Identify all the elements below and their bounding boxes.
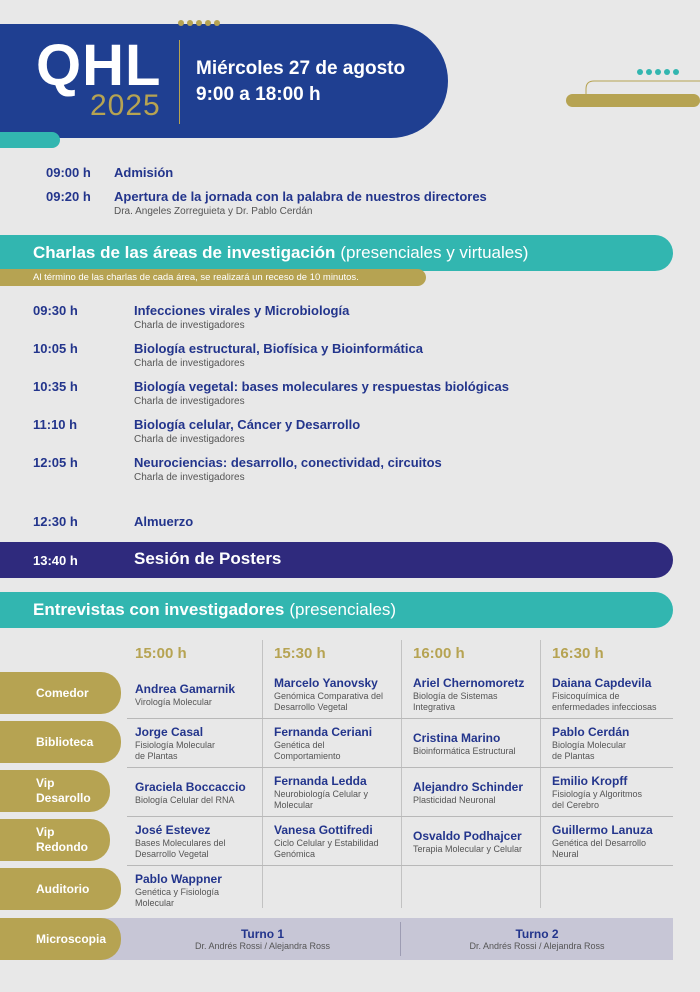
- researcher-name: Cristina Marino: [413, 731, 501, 745]
- interview-cell: [552, 725, 684, 762]
- agenda-title: Biología vegetal: bases moleculares y respuestas biológicas: [134, 379, 509, 394]
- slot-time: 15:30 h: [274, 645, 326, 662]
- agenda-time: 12:05 h: [33, 455, 78, 470]
- turno-title: Turno 1: [240, 927, 285, 941]
- researcher-name: Vanesa Gottifredi: [274, 823, 373, 837]
- interview-cell: [552, 774, 684, 811]
- research-area: Fisiología Molecular de Plantas: [135, 740, 216, 761]
- room-label: Microscopia: [0, 918, 121, 960]
- researcher-name: Daiana Capdevila: [552, 676, 652, 690]
- agenda-subtitle: Charla de investigadores: [134, 320, 245, 331]
- agenda-time: 10:35 h: [33, 379, 78, 394]
- research-area: Ciclo Celular y Estabilidad Genómica: [274, 838, 379, 859]
- agenda-subtitle: Charla de investigadores: [134, 472, 245, 483]
- interview-cell: [274, 823, 406, 860]
- research-area: Fisicoquímica de enfermedades infecciosas: [552, 691, 657, 712]
- row-divider: [127, 767, 673, 768]
- interview-cell: [552, 823, 684, 860]
- interview-cell: [135, 725, 267, 762]
- decorative-dots: [637, 69, 679, 75]
- agenda-title: Almuerzo: [134, 514, 194, 529]
- turno-staff: Dr. Andrés Rossi / Alejandra Ross: [469, 941, 605, 951]
- agenda-time: 10:05 h: [33, 341, 78, 356]
- section-note: Al término de las charlas de cada área, se realizará un receso de 10 minutos.: [0, 269, 426, 286]
- event-year: 2025: [90, 89, 161, 122]
- row-divider: [127, 816, 673, 817]
- research-area: Plasticidad Neuronal: [413, 795, 496, 805]
- interview-cell: [274, 676, 406, 713]
- section-posters: [0, 542, 673, 578]
- section-title: Charlas de las áreas de investigación: [33, 243, 336, 262]
- room-label: Comedor: [0, 672, 121, 714]
- posters-time: 13:40 h: [33, 553, 78, 568]
- research-area: Bases Moleculares del Desarrollo Vegetal: [135, 838, 226, 859]
- agenda-title: Apertura de la jornada con la palabra de nuestros directores: [114, 189, 487, 204]
- agenda-time: 11:10 h: [33, 417, 78, 432]
- agenda-title: Neurociencias: desarrollo, conectividad, circuitos: [134, 455, 442, 470]
- agenda-time: 09:30 h: [33, 303, 78, 318]
- agenda-title: Biología estructural, Biofísica y Bioinformática: [134, 341, 423, 356]
- agenda-time: 12:30 h: [33, 514, 78, 529]
- researcher-name: José Estevez: [135, 823, 211, 837]
- agenda-title: Biología celular, Cáncer y Desarrollo: [134, 417, 361, 432]
- researcher-name: Graciela Boccaccio: [135, 780, 246, 794]
- researcher-name: Ariel Chernomoretz: [413, 676, 525, 690]
- posters-title: Sesión de Posters: [134, 549, 282, 568]
- interview-cell: [413, 731, 545, 757]
- researcher-name: Alejandro Schinder: [413, 780, 524, 794]
- section-qualifier: (presenciales): [289, 600, 397, 619]
- researcher-name: Marcelo Yanovsky: [274, 676, 378, 690]
- header-divider: [179, 40, 180, 124]
- researcher-name: Guillermo Lanuza: [552, 823, 653, 837]
- row-divider: [127, 865, 673, 866]
- interview-cell: [274, 725, 406, 762]
- researcher-name: Emilio Kropff: [552, 774, 628, 788]
- research-area: Terapia Molecular y Celular: [413, 844, 523, 854]
- research-area: Biología Celular del RNA: [135, 795, 235, 805]
- slot-time: 16:30 h: [552, 645, 604, 662]
- research-area: Genética y Fisiología Molecular: [135, 887, 220, 908]
- room-label: Auditorio: [0, 868, 121, 910]
- interview-cell: [135, 823, 267, 860]
- row-divider: [127, 718, 673, 719]
- slot-time: 16:00 h: [413, 645, 465, 662]
- interview-cell: [552, 676, 684, 713]
- agenda-title: Infecciones virales y Microbiología: [134, 303, 350, 318]
- agenda-subtitle: Dra. Angeles Zorreguieta y Dr. Pablo Cerdán: [114, 206, 313, 217]
- interview-cell: [413, 676, 545, 713]
- research-area: Biología Molecular de Plantas: [552, 740, 627, 761]
- event-hours: 9:00 a 18:00 h: [196, 84, 321, 105]
- slot-time: 15:00 h: [135, 645, 187, 662]
- researcher-name: Andrea Gamarnik: [135, 682, 236, 696]
- turno-block: [125, 927, 400, 952]
- researcher-name: Jorge Casal: [135, 725, 204, 739]
- researcher-name: Pablo Cerdán: [552, 725, 630, 739]
- research-area: Genética del Comportamiento: [274, 740, 341, 761]
- agenda-subtitle: Charla de investigadores: [134, 434, 245, 445]
- researcher-name: Fernanda Ceriani: [274, 725, 373, 739]
- research-area: Genética del Desarrollo Neural: [552, 838, 647, 859]
- section-title: Entrevistas con investigadores: [33, 600, 285, 619]
- researcher-name: Osvaldo Podhajcer: [413, 829, 522, 843]
- room-label: Vip Desarollo: [0, 770, 110, 812]
- research-area: Biología de Sistemas Integrativa: [413, 691, 498, 712]
- turno-staff: Dr. Andrés Rossi / Alejandra Ross: [194, 941, 331, 951]
- agenda-subtitle: Charla de investigadores: [134, 396, 245, 407]
- interview-cell: [135, 682, 267, 708]
- decorative-lines: [566, 78, 700, 110]
- researcher-name: Fernanda Ledda: [274, 774, 367, 788]
- interview-cell: [413, 780, 545, 806]
- agenda-subtitle: Charla de investigadores: [134, 358, 245, 369]
- agenda-title: Admisión: [114, 165, 174, 180]
- turno-title: Turno 2: [515, 927, 559, 941]
- decorative-dots: [178, 20, 220, 26]
- section-entrevistas: [0, 592, 673, 628]
- turno-block: [401, 927, 673, 952]
- section-charlas: [0, 235, 673, 271]
- column-divider: [262, 640, 263, 908]
- event-logo: QHL: [36, 33, 162, 98]
- event-date: Miércoles 27 de agosto: [196, 58, 406, 79]
- research-area: Fisiología y Algoritmos del Cerebro: [552, 789, 643, 810]
- header-accent-tab: [0, 132, 60, 148]
- research-area: Bioinformática Estructural: [413, 746, 516, 756]
- agenda-time: 09:20 h: [46, 189, 91, 204]
- interview-cell: [135, 872, 267, 909]
- interview-cell: [135, 780, 267, 806]
- room-label: Biblioteca: [0, 721, 121, 763]
- researcher-name: Pablo Wappner: [135, 872, 222, 886]
- room-label: Vip Redondo: [0, 819, 110, 861]
- interview-cell: [413, 829, 545, 855]
- section-qualifier: (presenciales y virtuales): [340, 243, 529, 262]
- research-area: Neurobiología Celular y Molecular: [274, 789, 369, 810]
- research-area: Genómica Comparativa del Desarrollo Vegetal: [274, 691, 384, 712]
- agenda-time: 09:00 h: [46, 165, 91, 180]
- research-area: Virología Molecular: [135, 697, 212, 707]
- interview-cell: [274, 774, 406, 811]
